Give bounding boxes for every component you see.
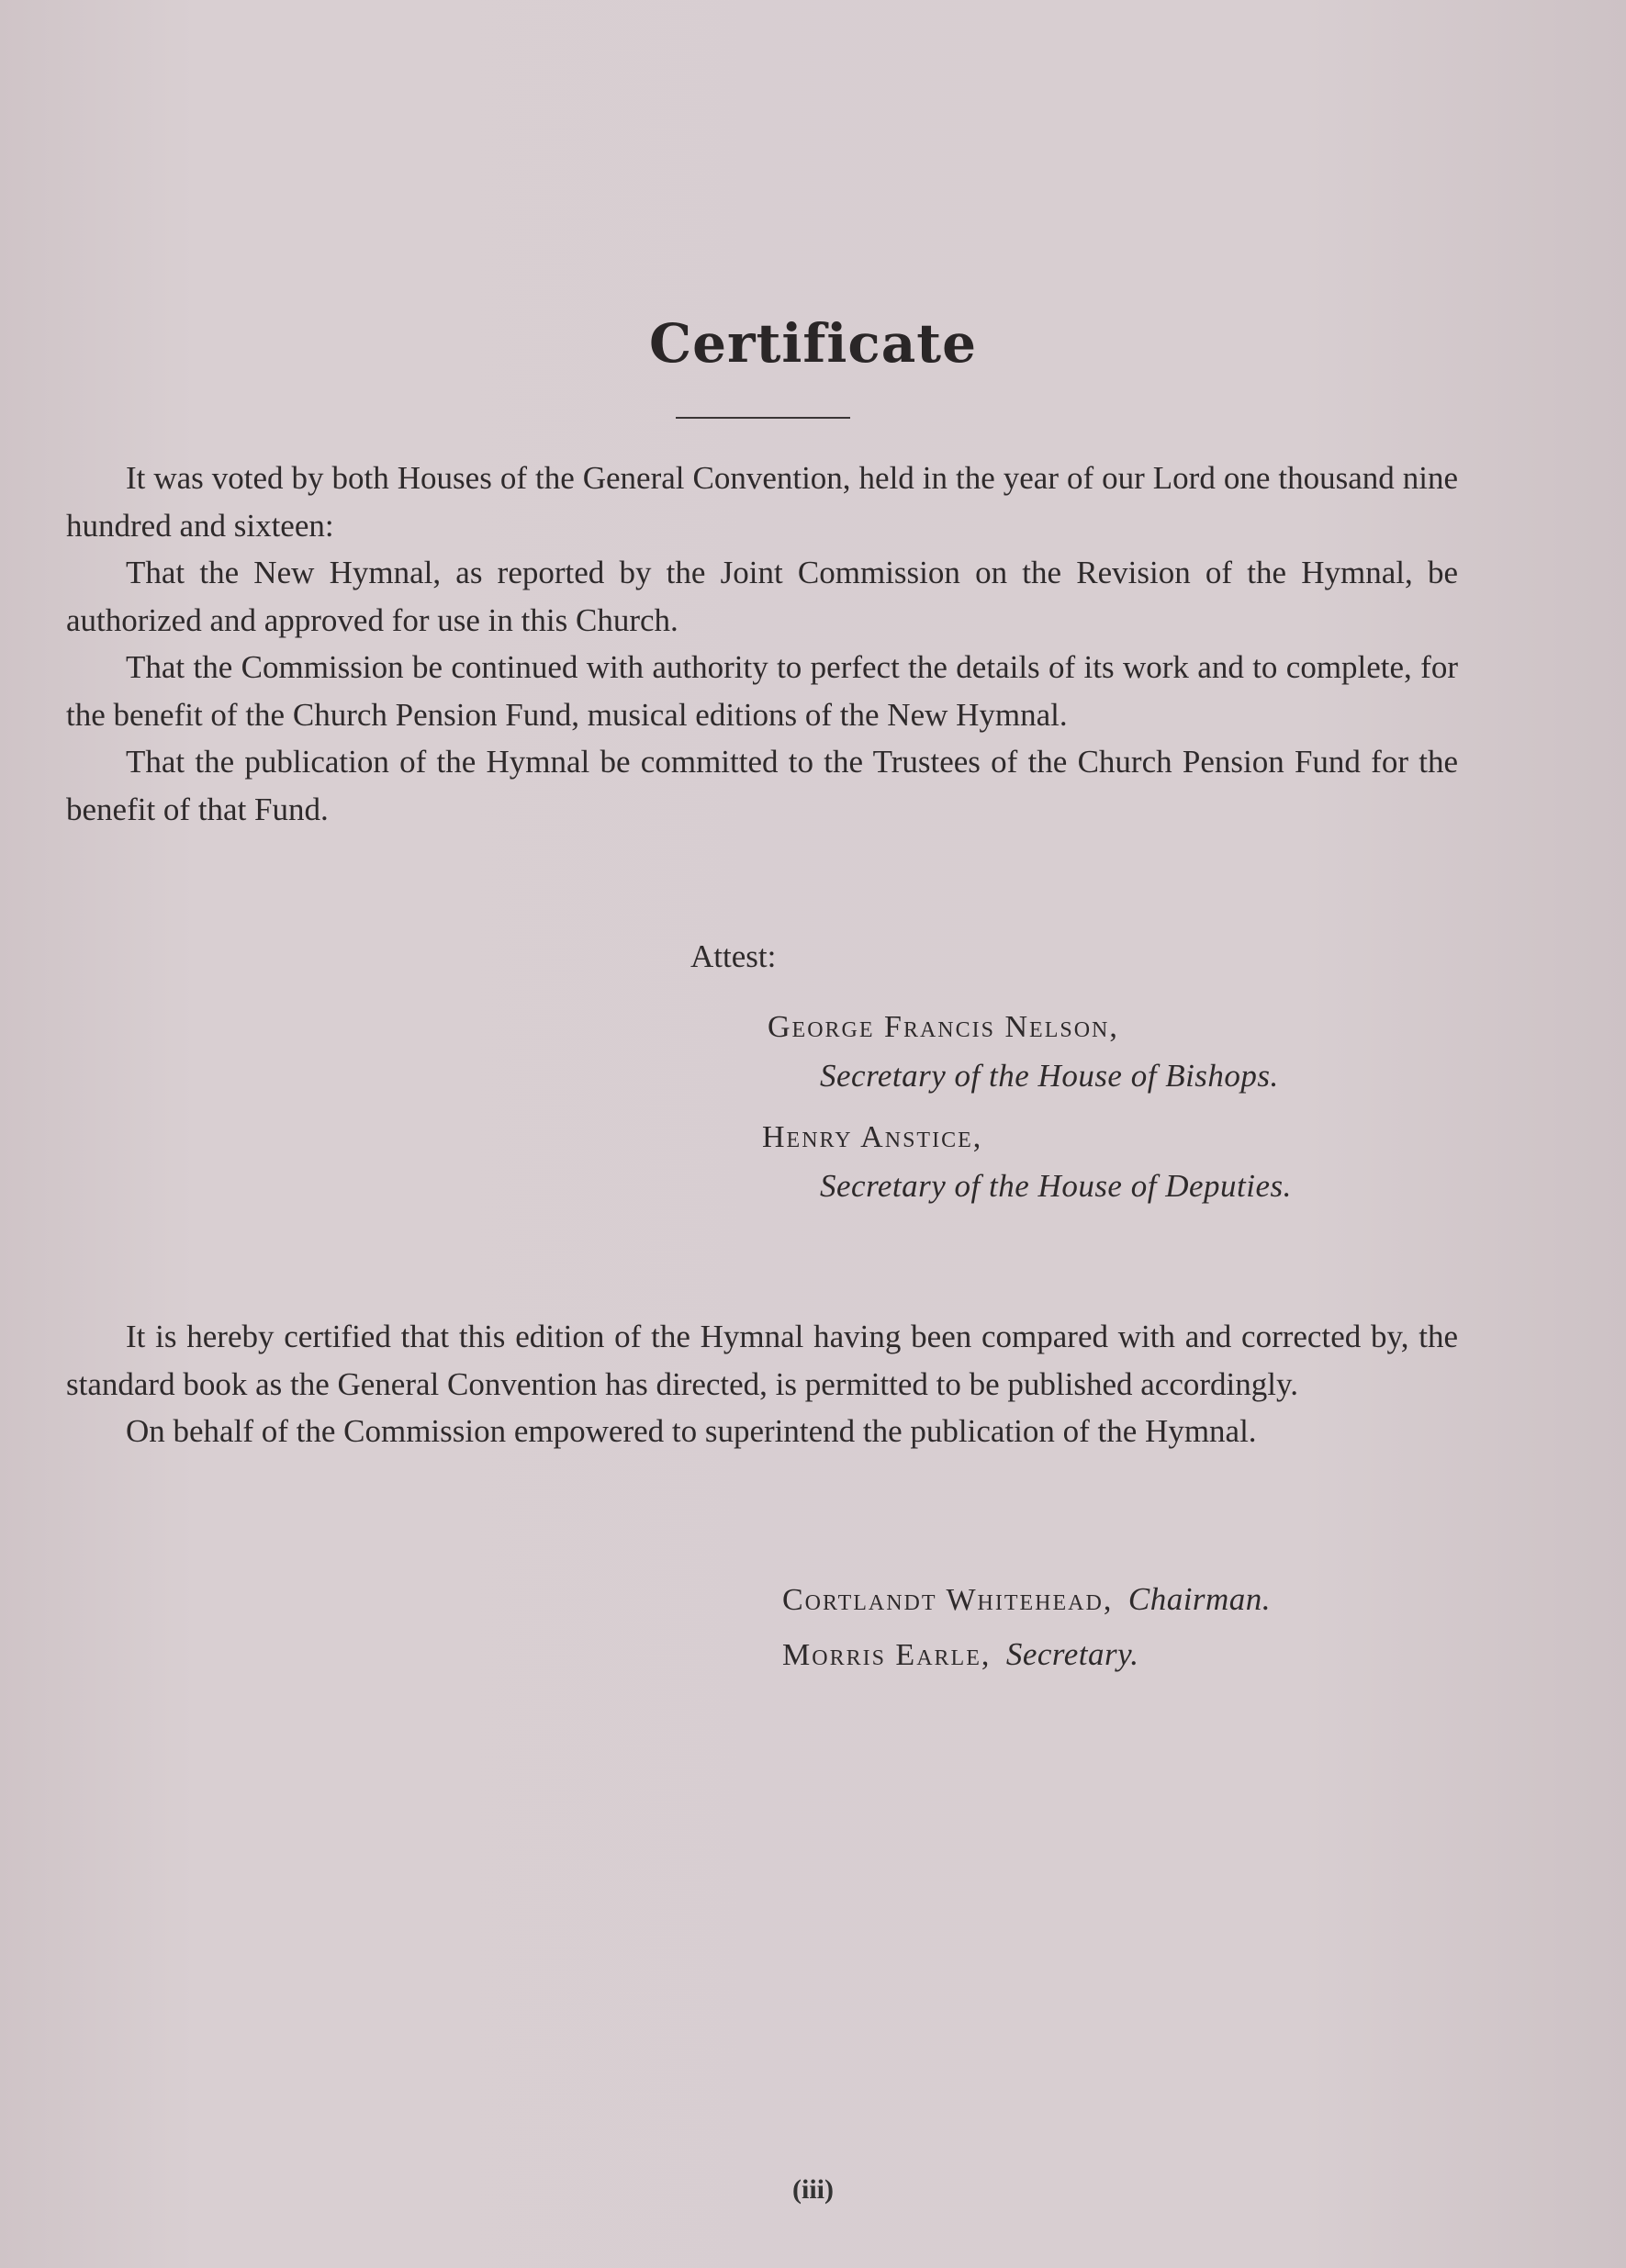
certification-block <box>66 1313 1458 1455</box>
signatory-name: Henry Anstice, <box>762 1120 983 1154</box>
signatory-name: George Francis Nelson, <box>768 1010 1119 1044</box>
signatory-name: Morris Earle, <box>782 1638 992 1672</box>
paragraph: That the New Hymnal, as reported by the Joint Commission on the Revision of the Hymnal, be authorized and approved for use in this Church. <box>66 555 1458 638</box>
page-number: (iii) <box>792 2174 834 2205</box>
signatory-role: Secretary of the House of Deputies. <box>820 1168 1292 1204</box>
attest-label: Attest: <box>690 938 777 974</box>
resolution-block <box>66 455 1458 833</box>
signatory-name: Cortlandt Whitehead, <box>782 1583 1114 1617</box>
commission-signature <box>782 1581 1271 1618</box>
signatory-role: Chairman. <box>1127 1581 1272 1617</box>
paragraph: That the Commission be continued with authority to perfect the details of its work and to complete, for the benefit of the Church Pension Fund, musical editions of the New Hymnal. <box>66 649 1458 733</box>
commission-signature <box>782 1636 1138 1673</box>
signatory-role: Secretary. <box>1005 1636 1139 1672</box>
signatory-role: Secretary of the House of Bishops. <box>820 1058 1279 1094</box>
page-title: Certificate <box>648 312 978 375</box>
paragraph: It was voted by both Houses of the General Convention, held in the year of our Lord one thousand nine hundred and sixteen: <box>66 460 1458 544</box>
paragraph: On behalf of the Commission empowered to superintend the publication of the Hymnal. <box>126 1413 1257 1449</box>
title-divider <box>676 417 850 419</box>
paragraph: It is hereby certified that this edition of the Hymnal having been compared with and corrected by, the standard book as the General Convention has directed, is permitted to be published accordingly. <box>66 1319 1458 1402</box>
paragraph: That the publication of the Hymnal be committed to the Trustees of the Church Pension Fund for the benefit of that Fund. <box>66 744 1458 827</box>
